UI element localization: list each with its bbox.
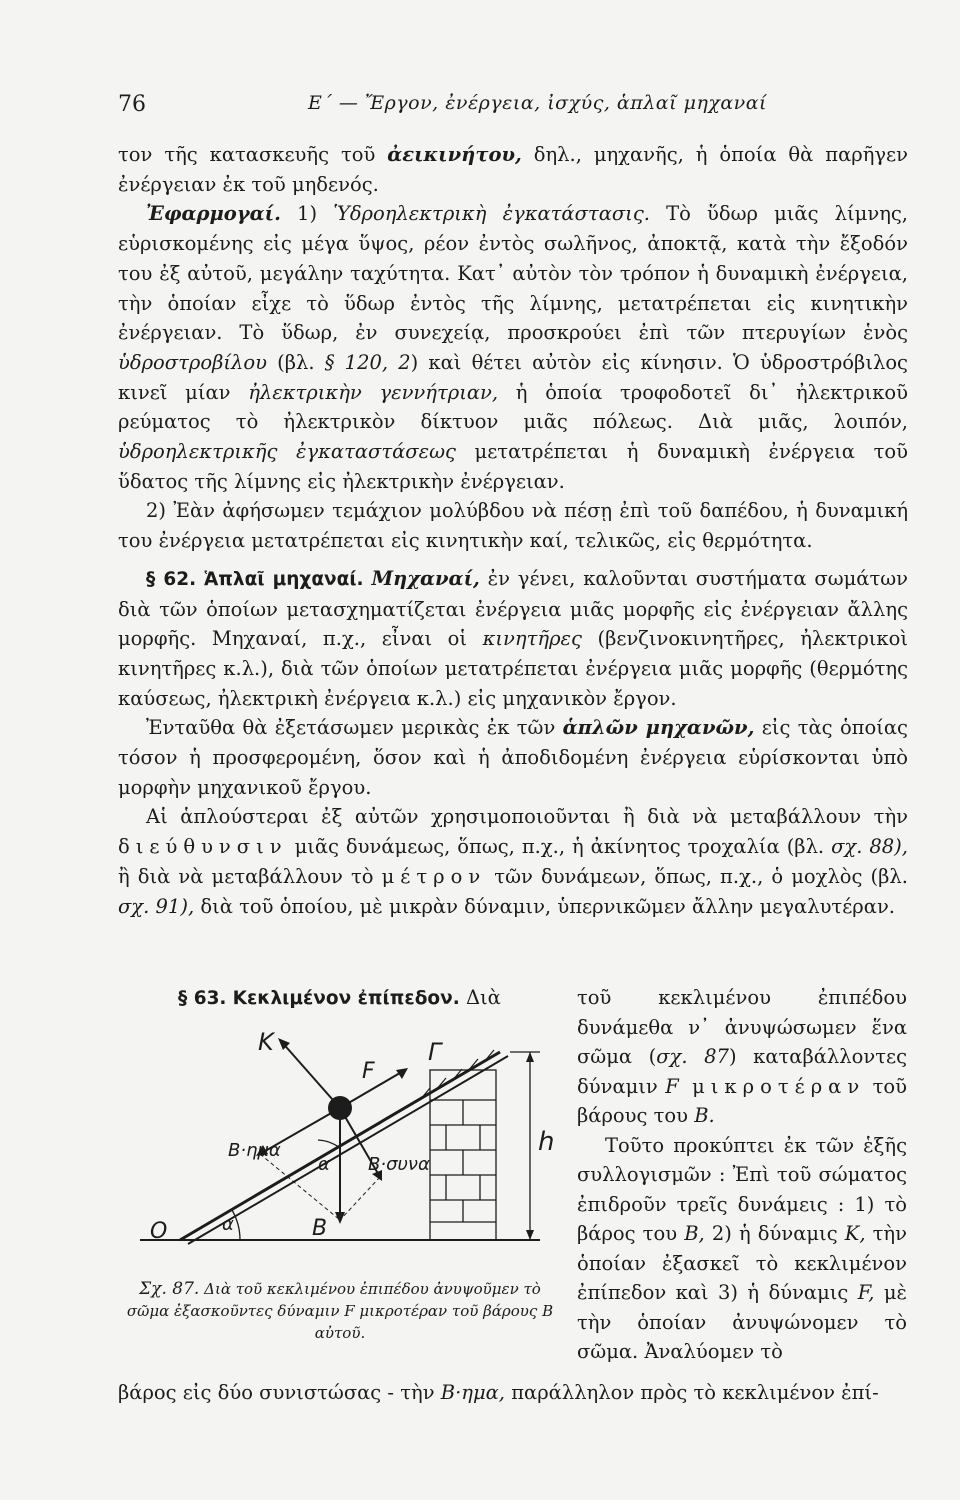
dashed-construction bbox=[340, 1177, 380, 1220]
label-B-syna: B·συνα bbox=[368, 1154, 430, 1175]
text-span: 2) ἡ δύναμις bbox=[704, 1222, 845, 1245]
text-span: ἐν γένει, καλοῦνται συστήματα σωμάτων διὰ τῶν ὁποίων μετασχηματίζεται ἐνέργεια μιᾶς μορφῆς εἰς ἐνέργειαν ἄλλης μορφῆς. Μηχαναί, π.χ., εἶναι οἱ bbox=[118, 566, 908, 651]
label-h: h bbox=[538, 1127, 555, 1157]
inclined-plane-diagram bbox=[140, 1030, 560, 1260]
symbol-B: B, bbox=[684, 1222, 705, 1245]
cross-reference: σχ. 88), bbox=[831, 835, 908, 859]
label-O: O bbox=[150, 1219, 168, 1244]
height-arrow-down bbox=[526, 1230, 534, 1240]
text-span: Αἱ ἁπλούστεραι ἐξ αὐτῶν χρησιμοποιοῦνται ἢ διὰ νὰ μεταβάλλουν τὴν bbox=[146, 805, 908, 829]
inclined-plane-paragraph-1 bbox=[577, 983, 907, 1131]
text-span: (βλ. bbox=[266, 350, 325, 374]
italic-term: ἠλεκτρικὴν γεννήτριαν, bbox=[248, 380, 499, 404]
symbol-B-hma: B·ημα, bbox=[440, 1381, 506, 1404]
text-span: εἰς τὰς ὁποίας τόσον ἡ προσφερομένη, ὅσον καὶ ἡ ἀποδιδομένη ἐνέργεια εὑρίσκονται ὑπὸ μορφὴν μηχανικοῦ ἔργου. bbox=[118, 716, 908, 799]
figure-87-inclined-plane bbox=[140, 1030, 560, 1260]
text-span: (βενζινοκινητῆρες, ἠλεκτρικοὶ κινητῆρες κ.λ.), διὰ τῶν ὁποίων μετατρέπεται ἐνέργεια μιᾶς μορφῆς (θερμότης καύσεως, ἠλεκτρικὴ ἐνέργεια κ.λ.) εἰς μηχανικὸν ἔργον. bbox=[118, 627, 908, 710]
section-63-title: Κεκλιμένον ἐπίπεδον. bbox=[232, 988, 460, 1009]
inclined-plane-paragraph-2 bbox=[577, 1131, 907, 1367]
label-alpha-base: α bbox=[222, 1214, 234, 1235]
term-simple-machines: ἁπλῶν μηχανῶν, bbox=[562, 716, 755, 740]
intro-paragraph bbox=[118, 140, 908, 199]
text-span: βάρος εἰς δύο συνιστώσας - τὴν bbox=[118, 1381, 441, 1404]
weight-B-arrowhead bbox=[335, 1212, 345, 1224]
label-G: Γ bbox=[428, 1038, 442, 1066]
text-span: ) καὶ θέτει αὐτὸν εἰς κίνησιν. Ὁ ὑδροστρόβιλος κινεῖ μίαν bbox=[118, 350, 908, 404]
symbol-F: F, bbox=[857, 1281, 875, 1304]
text-span: μὲ τὴν ὁποίαν ἀνυψώνομεν τὸ σῶμα. Ἀναλύομεν τὸ bbox=[577, 1281, 907, 1363]
term-machines: Μηχαναί, bbox=[371, 566, 480, 590]
italic-term: κινητῆρες bbox=[482, 627, 582, 651]
main-text bbox=[118, 140, 908, 921]
cross-reference: σχ. 91), bbox=[118, 894, 195, 918]
page-header bbox=[118, 92, 918, 122]
text-span: ) καταβάλλοντες δύναμιν bbox=[577, 1045, 908, 1098]
text-span: ἢ διὰ νὰ μεταβάλλουν τὸ bbox=[118, 864, 382, 888]
section-63-number: § 63. bbox=[178, 988, 227, 1009]
italic-term: ὑδροστροβίλου bbox=[118, 350, 267, 374]
spaced-term-direction: διεύθυνσιν bbox=[118, 835, 288, 859]
text-span: τοῦ κεκλιμένου ἐπιπέδου δυνάμεθα ν᾽ ἀνυψώσωμεν ἕνα σῶμα ( bbox=[577, 986, 907, 1068]
text-span: 1) bbox=[280, 202, 334, 226]
text-span: Τοῦτο προκύπτει ἐκ τῶν ἑξῆς συλλογισμῶν : Ἐπὶ τοῦ σώματος ἐπιδροῦν τρεῖς δυνάμεις : 1) τὸ βάρος του bbox=[577, 1133, 907, 1245]
spaced-term-measure: μέτρον bbox=[381, 864, 487, 888]
section-62-number: § 62. bbox=[146, 568, 197, 590]
simple-machines-paragraph bbox=[118, 713, 908, 802]
section-62-paragraph bbox=[118, 564, 908, 714]
force-K-arrow bbox=[280, 1040, 340, 1108]
applications-paragraph bbox=[118, 199, 908, 496]
figure-caption bbox=[125, 1278, 555, 1344]
caption-text: Διὰ τοῦ κεκλιμένου ἐπιπέδου ἀνυψοῦμεν τὸ σῶμα ἐξασκοῦντες δύναμιν F μικροτέραν τοῦ βάρους B αὐτοῦ. bbox=[126, 1280, 554, 1342]
label-B-hma: B·ημα bbox=[228, 1140, 281, 1161]
text-span: μετατρέπεται ἡ δυναμικὴ ἐνέργεια τοῦ ὕδατος τῆς λίμνης εἰς ἠλεκτρικὴν ἐνέργειαν. bbox=[118, 440, 908, 493]
continuation-line bbox=[118, 1378, 908, 1408]
section-63-head bbox=[178, 983, 501, 1014]
text-span: δηλ., μηχανῆς, ἡ ὁποία θὰ παρῆγεν ἐνέργειαν ἐκ τοῦ μηδενός. bbox=[118, 143, 908, 196]
italic-term: Ὑδροηλεκτρικὴ ἐγκατάστασις. bbox=[333, 202, 650, 226]
text-span: Ἐνταῦθα θὰ ἐξετάσωμεν μερικὰς ἐκ τῶν bbox=[146, 716, 563, 740]
italic-term: ὑδροηλεκτρικῆς ἐγκαταστάσεως bbox=[118, 440, 456, 464]
text-span: παράλληλον πρὸς τὸ κεκλιμένον ἐπί- bbox=[505, 1381, 879, 1404]
text-span: τοῦ βάρους του bbox=[577, 1074, 907, 1127]
direction-measure-paragraph bbox=[118, 802, 908, 921]
text-span: Τὸ ὕδωρ μιᾶς λίμνης, εὑρισκομένης εἰς μέγα ὕψος, ρέον ἐντὸς σωλῆνος, ἀποκτᾷ, κατὰ τὴν ἔξοδόν του ἐξ αὐτοῦ, μεγάλην ταχύτητα. Κατ᾽ αὐτὸν τὸν τρόπον ἡ δυναμικὴ ἐνέργεια, τὴν ὁποίαν εἶχε τὸ ὕδωρ ἐντὸς τῆς λίμνης, μετατρέπεται εἰς κινητικὴν ἐνέργειαν. Τὸ ὕδωρ, ἐν συνεχείᾳ, προσκρούει ἐπὶ τῶν πτερυγίων ἑνὸς bbox=[118, 202, 908, 345]
running-head: Ε΄ — Ἔργον, ἐνέργεια, ἰσχύς, ἁπλαῖ μηχαναί bbox=[308, 92, 768, 114]
label-alpha-top: α bbox=[318, 1154, 330, 1175]
symbol-K: K, bbox=[844, 1222, 866, 1245]
applications-label: Ἐφαρμογαί. bbox=[146, 202, 281, 226]
section-62-title: Ἁπλαῖ μηχαναί. bbox=[203, 568, 364, 590]
text-span: τὴν ὁποίαν ἐξασκεῖ τὸ κεκλιμένον ἐπίπεδον καὶ 3) ἡ δύναμις bbox=[577, 1222, 907, 1304]
spaced-term-smaller: μικροτέραν bbox=[678, 1074, 866, 1098]
figure-reference: σχ. 87 bbox=[656, 1045, 729, 1068]
text-span: τῶν δυνάμεων, ὅπως, π.χ., ὁ μοχλὸς (βλ. bbox=[486, 864, 908, 888]
symbol-B: B. bbox=[694, 1104, 715, 1127]
height-arrow-up bbox=[526, 1052, 534, 1062]
cross-reference: § 120, 2 bbox=[324, 350, 411, 374]
term-perpetual-motion: ἀεικινήτου, bbox=[387, 143, 522, 166]
caption-label: Σχ. 87. bbox=[139, 1279, 200, 1299]
text-span: ἡ ὁποία τροφοδοτεῖ δι᾽ ἠλεκτρικοῦ ρεύματος τὸ ἠλεκτρικὸν δίκτυον μιᾶς πόλεως. Διὰ μιᾶς, λοιπόν, bbox=[118, 380, 908, 434]
label-K: K bbox=[258, 1030, 274, 1056]
section-63-right-column bbox=[577, 983, 907, 1367]
symbol-F: F bbox=[665, 1074, 679, 1098]
label-F: F bbox=[362, 1059, 375, 1084]
text-span: Διὰ bbox=[459, 986, 501, 1009]
label-B: B bbox=[312, 1216, 328, 1241]
page-number: 76 bbox=[118, 92, 146, 117]
text-span: μιᾶς δυνάμεως, ὅπως, π.χ., ἡ ἀκίνητος τροχαλία (βλ. bbox=[287, 835, 832, 859]
text-span: διὰ τοῦ ὁποίου, μὲ μικρὰν δύναμιν, ὑπερνικῶμεν ἄλλην μεγαλυτέραν. bbox=[194, 894, 895, 918]
example-2-paragraph: 2) Ἐὰν ἀφήσωμεν τεμάχιον μολύβδου νὰ πέσῃ ἐπὶ τοῦ δαπέδου, ἡ δυναμική του ἐνέργεια μετατρέπεται εἰς κινητικὴν καί, τελικῶς, εἰς θερμότητα. bbox=[118, 499, 908, 553]
text-span: τον τῆς κατασκευῆς τοῦ bbox=[118, 143, 388, 166]
